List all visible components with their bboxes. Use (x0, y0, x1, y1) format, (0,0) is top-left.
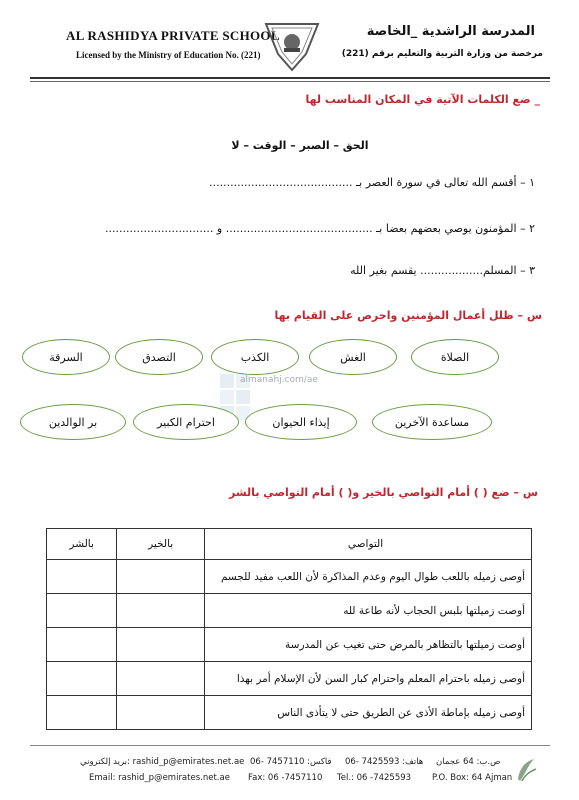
oval-theft[interactable] (22, 339, 110, 375)
watermark-site: almanahj.com/ae (240, 375, 318, 385)
oval-label: الغش (340, 350, 366, 364)
fill-item-2: ٢ – المؤمنون يوصي بعضهم بعضا بـ .......................................... و ............................... (105, 222, 535, 235)
oval-label: بر الوالدين (48, 415, 98, 429)
footer-phone-en: Tel.: 06 -7425593 (337, 773, 412, 783)
oval-label: الكذب (240, 350, 270, 364)
table-header-row (47, 529, 532, 560)
footer-phone-ar: هاتف: 7425593 -06 (345, 757, 424, 767)
good-answer-cell[interactable] (117, 628, 205, 662)
good-answer-cell[interactable] (117, 662, 205, 696)
school-logo-icon (262, 14, 322, 74)
license-en: Licensed by the Ministry of Education No. (221) (76, 50, 261, 60)
footer-pobox-ar: ص.ب: 64 عجمان (436, 757, 501, 767)
footer-pobox-en: P.O. Box: 64 Ajman (432, 773, 513, 783)
oval-label: احترام الكبير (157, 415, 215, 429)
question-2-title: س – ظلل أعمال المؤمنين واحرص على القيام بها (274, 309, 542, 322)
oval-harming-animals[interactable] (245, 404, 357, 440)
table-row (47, 662, 532, 696)
header-good: بالخير (117, 529, 205, 560)
footer-logo-icon (514, 755, 538, 785)
license-ar: مرخصة من وزارة التربية والتعليم برقم (221) (341, 49, 543, 59)
word-bank: الحق – الصبر – الوقت – لا (231, 139, 369, 152)
table-row (47, 696, 532, 730)
statement-cell: أوصى زميله باللعب طوال اليوم وعدم المذاكرة لأن اللعب مفيد للجسم (205, 560, 532, 594)
oval-label: إيذاء الحيوان (272, 415, 330, 429)
oval-respecting-elders[interactable] (133, 404, 239, 440)
oval-label: الصلاة (440, 350, 470, 364)
footer-fax-ar: فاكس: 7457110 -06 (250, 757, 332, 767)
fill-item-3: ٣ – المسلم.................. يقسم بغير الله (350, 264, 535, 277)
good-answer-cell[interactable] (117, 560, 205, 594)
oval-label: مساعدة الآخرين (394, 415, 470, 429)
oval-honoring-parents[interactable] (20, 404, 126, 440)
school-name-ar: المدرسة الراشدية _الخاصة (366, 24, 535, 39)
bad-answer-cell[interactable] (47, 628, 117, 662)
fill-item-1: ١ – أقسم الله تعالى في سورة العصر بـ ......................................... (209, 176, 535, 189)
footer-divider (30, 745, 550, 746)
bad-answer-cell[interactable] (47, 662, 117, 696)
bad-answer-cell[interactable] (47, 560, 117, 594)
bad-answer-cell[interactable] (47, 696, 117, 730)
table-row (47, 628, 532, 662)
statement-cell: أوصت زميلتها بالتظاهر بالمرض حتى تغيب عن المدرسة (205, 628, 532, 662)
oval-label: السرقة (49, 350, 83, 364)
oval-label: التصدق (142, 350, 176, 364)
table-row (47, 594, 532, 628)
statement-cell: أوصى زميله باحترام المعلم واحترام كبار السن لأن الإسلام أمر بهذا (205, 662, 532, 696)
header-bad: بالشر (47, 529, 117, 560)
good-answer-cell[interactable] (117, 594, 205, 628)
header-statement: التواصي (205, 529, 532, 560)
school-name-en: AL RASHIDYA PRIVATE SCHOOL (66, 28, 280, 43)
classification-table (46, 528, 532, 730)
statement-cell: أوصى زميله بإماطة الأذى عن الطريق حتى لا يتأذى الناس (205, 696, 532, 730)
footer-email-ar: rashid_p@emirates.net.ae :بريد إلكتروني (80, 757, 245, 767)
good-answer-cell[interactable] (117, 696, 205, 730)
header-divider-thin (30, 81, 550, 82)
question-1-title: _ ضع الكلمات الآتية في المكان المناسب لها (305, 93, 540, 106)
bad-answer-cell[interactable] (47, 594, 117, 628)
oval-helping-others[interactable] (372, 404, 492, 440)
table-row (47, 560, 532, 594)
header-divider (30, 77, 550, 79)
question-3-title: س – ضع ( ) أمام التواصي بالخير و( ) أمام التواصي بالشر (229, 486, 538, 499)
oval-prayer[interactable] (411, 339, 499, 375)
footer-email-en: Email: rashid_p@emirates.net.ae (89, 773, 230, 783)
statement-cell: أوصت زميلتها بلبس الحجاب لأنه طاعة لله (205, 594, 532, 628)
footer-fax-en: Fax: 06 -7457110 (248, 773, 323, 783)
